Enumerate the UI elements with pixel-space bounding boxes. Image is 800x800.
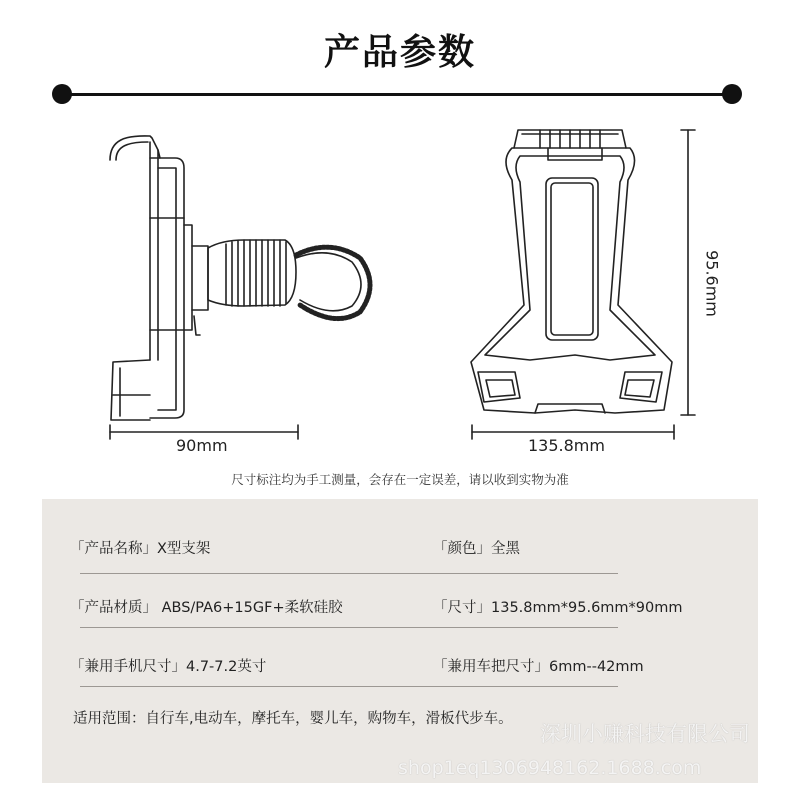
usage-scope: 适用范围：自行车,电动车，摩托车，婴儿车，购物车，滑板代步车。	[73, 711, 513, 727]
spec-value: 全黑	[491, 541, 520, 557]
spec-value: 6mm--42mm	[549, 659, 644, 675]
spec-color	[433, 537, 520, 558]
spec-value: ABS/PA6+15GF+柔软硅胶	[157, 600, 343, 616]
front-height-dimension-line	[681, 130, 695, 415]
title-divider	[62, 93, 734, 96]
spec-key: 「产品材质」	[70, 600, 157, 616]
spec-product-name	[70, 537, 210, 558]
watermark-shop-url: shop1eq1306948162.1688.com	[398, 757, 702, 779]
front-width-label: 135.8mm	[528, 436, 605, 455]
spec-value: 4.7-7.2英寸	[186, 659, 267, 675]
spec-key: 「尺寸」	[433, 600, 491, 616]
divider-dot-right	[722, 84, 742, 104]
spec-separator	[80, 686, 618, 687]
spec-phone-size	[70, 655, 266, 676]
spec-key: 「颜色」	[433, 541, 491, 557]
spec-value: 135.8mm*95.6mm*90mm	[491, 600, 683, 616]
spec-separator	[80, 627, 618, 628]
spec-separator	[80, 573, 618, 574]
spec-size	[433, 596, 683, 617]
product-line-drawing	[0, 110, 800, 450]
spec-material	[70, 596, 343, 617]
front-height-label: 95.6mm	[702, 250, 722, 317]
spec-value: X型支架	[157, 541, 211, 557]
spec-key: 「产品名称」	[70, 541, 157, 557]
spec-key: 「兼用手机尺寸」	[70, 659, 186, 675]
spec-key: 「兼用车把尺寸」	[433, 659, 549, 675]
side-view-drawing	[110, 136, 370, 420]
watermark-company: 深圳小赚科技有限公司	[540, 722, 750, 746]
divider-dot-left	[52, 84, 72, 104]
measurement-note: 尺寸标注均为手工测量，会存在一定误差，请以收到实物为准	[231, 472, 569, 487]
page-title: 产品参数	[323, 32, 476, 73]
side-width-label: 90mm	[176, 436, 228, 455]
front-view-drawing	[471, 130, 672, 413]
spec-handlebar-size	[433, 655, 644, 676]
